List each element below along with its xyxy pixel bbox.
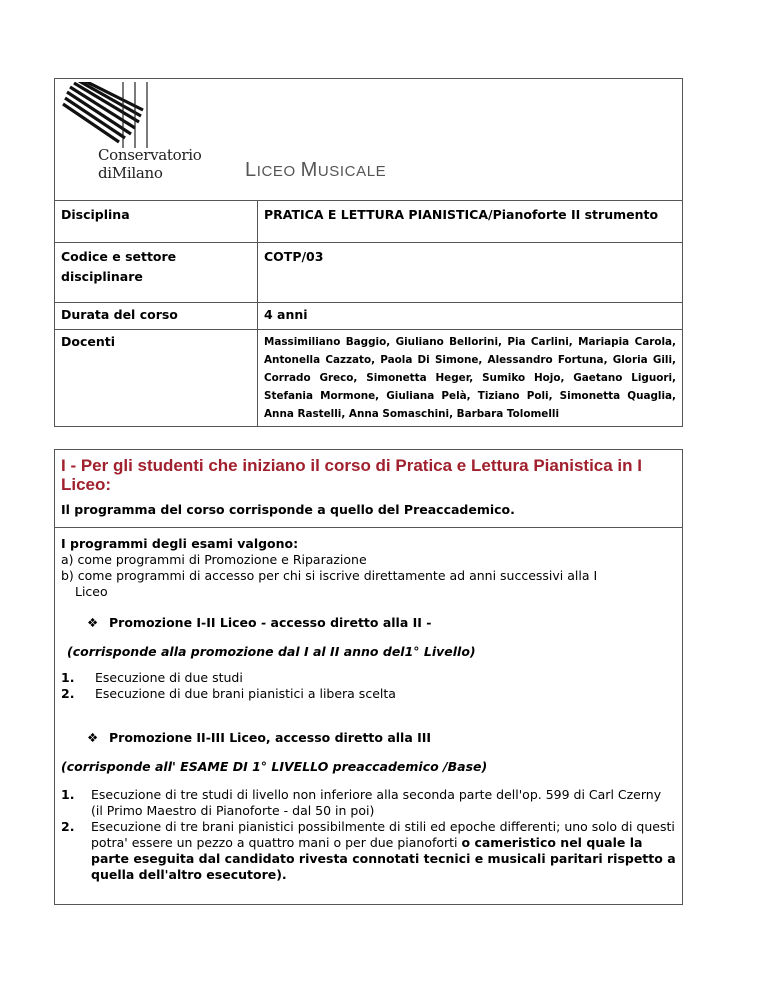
diamond-bullet-icon: ❖	[87, 730, 99, 745]
section-subtitle: Il programma del corso corrisponde a quello del Preaccademico.	[61, 502, 515, 517]
codice-value: COTP/03	[258, 243, 683, 303]
list-item: 2. Esecuzione di tre brani pianistici possibilmente di stili ed epoche differenti; uno solo di questi potra' essere un pezzo a quattro mani o per due pianoforti o cameristico nel quale la parte eseguita dal candidato rivesta connotati tecnici e musicali paritari rispetto a quella dell'altro esecutore).	[61, 819, 676, 882]
docenti-value: Massimiliano Baggio, Giuliano Bellorini, Pia Carlini, Mariapia Carola, Antonella Cazzato, Paola Di Simone, Alessandro Fortuna, Gloria Gili, Corrado Greco, Simonetta Heger, Sumiko Hojo, Gaetano Liguori, Stefania Mormone, Giuliana Pelà, Tiziano Poli, Simonetta Quaglia, Anna Rastelli, Anna Somaschini, Barbara Tolomelli	[258, 330, 683, 427]
item-a: a) come programmi di Promozione e Riparazione	[61, 552, 367, 567]
logo-line2: diMilano	[98, 164, 163, 182]
item-b: b) come programmi di accesso per chi si iscrive direttamente ad anni successivi alla I	[61, 568, 598, 583]
codice-label: Codice e settore disciplinare	[55, 243, 258, 303]
promo2-list	[61, 787, 676, 883]
course-info-table	[54, 78, 683, 427]
piano-strings-icon	[61, 82, 206, 152]
list-item: 1. Esecuzione di due studi	[61, 670, 243, 685]
disciplina-value: PRATICA E LETTURA PIANISTICA/Pianoforte II strumento	[258, 201, 683, 243]
logo-line1: Conservatorio	[98, 146, 202, 164]
promo2-note: (corrisponde all' ESAME DI 1° LIVELLO preaccademico /Base)	[61, 759, 488, 774]
diamond-bullet-icon: ❖	[87, 615, 99, 630]
list-item: 1. Esecuzione di tre studi di livello non inferiore alla seconda parte dell'op. 599 di Carl Czerny (il Primo Maestro di Pianoforte - dal 50 in poi)	[61, 787, 662, 818]
program-section	[54, 449, 683, 905]
intro-text: I programmi degli esami valgono:	[61, 536, 299, 551]
exam-programs	[55, 527, 682, 904]
durata-value: 4 anni	[258, 303, 683, 330]
page-title: LICEO MUSICALE	[245, 159, 387, 181]
promo1-list	[61, 670, 676, 702]
list-item: 2. Esecuzione di due brani pianistici a libera scelta	[61, 686, 396, 701]
durata-label: Durata del corso	[55, 303, 258, 330]
header-cell	[55, 79, 683, 201]
item-b-cont: Liceo	[75, 584, 108, 599]
promo1-heading: ❖ Promozione I-II Liceo - accesso diretto alla II -	[87, 615, 432, 630]
promo1-note: (corrisponde alla promozione dal I al II anno del1° Livello)	[67, 644, 476, 659]
conservatorio-logo	[61, 82, 206, 194]
disciplina-label: Disciplina	[55, 201, 258, 243]
docenti-label: Docenti	[55, 330, 258, 427]
section-title: I - Per gli studenti che iniziano il corso di Pratica e Lettura Pianistica in I Liceo:	[61, 456, 642, 494]
promo2-heading: ❖ Promozione II-III Liceo, accesso diretto alla III	[87, 730, 432, 745]
